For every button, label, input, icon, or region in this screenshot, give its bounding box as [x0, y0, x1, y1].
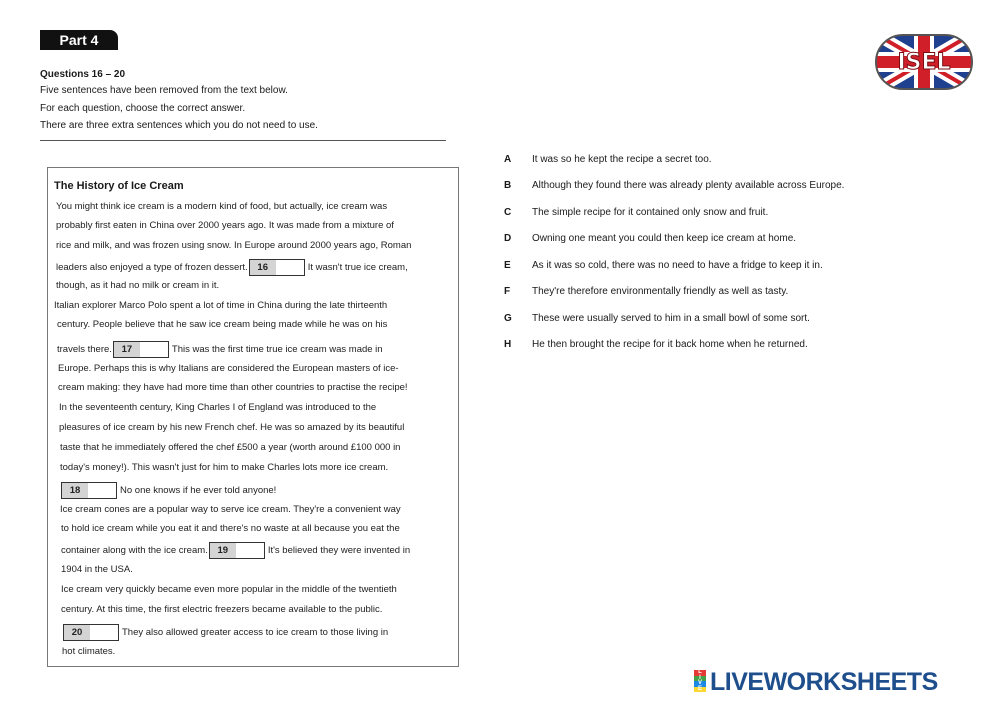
story-line — [60, 482, 276, 499]
isel-logo — [874, 33, 974, 91]
story-line — [56, 201, 387, 212]
option-letter: H — [504, 339, 512, 350]
gap-number: 18 — [62, 483, 88, 498]
story-text-segment: today's money!). This wasn't just for him to make Charles lots more ice cream. — [60, 462, 389, 473]
story-title: The History of Ice Cream — [54, 180, 184, 192]
story-text-segment: pleasures of ice cream by his new French chef. He was so amazed by its beautiful — [59, 422, 405, 433]
story-line — [61, 523, 400, 534]
story-line — [56, 259, 408, 276]
icon-letter: V — [694, 681, 706, 687]
story-text-segment: In the seventeenth century, King Charles I of England was introduced to the — [59, 402, 377, 413]
option-text: The simple recipe for it contained only snow and fruit. — [532, 207, 769, 218]
story-line — [61, 564, 133, 575]
answer-gap-16[interactable] — [249, 259, 305, 276]
story-text-segment: travels there. — [57, 344, 112, 356]
story-line — [60, 462, 388, 473]
story-line — [61, 584, 397, 595]
option-letter: B — [504, 180, 512, 191]
story-text-segment: They also allowed greater access to ice cream to those living in — [122, 627, 389, 639]
instruction-line: Five sentences have been removed from the text below. — [40, 85, 288, 96]
story-text-segment: probably first eaten in China over 2000 years ago. It was made from a mixture of — [56, 220, 394, 231]
story-line — [60, 504, 401, 515]
isel-logo-text: ISEL — [897, 50, 951, 75]
option-letter: C — [504, 207, 512, 218]
answer-gap-19[interactable] — [209, 542, 265, 559]
story-text-segment: Ice cream cones are a popular way to serve ice cream. They're a convenient way — [60, 504, 401, 515]
story-text-segment: leaders also enjoyed a type of frozen dessert. — [56, 262, 248, 274]
option-letter: A — [504, 154, 512, 165]
instruction-line: For each question, choose the correct answer. — [40, 103, 246, 114]
story-line — [61, 542, 410, 559]
option-text: These were usually served to him in a small bowl of some sort. — [532, 313, 810, 324]
story-text-segment: This was the first time true ice cream was made in — [171, 344, 383, 356]
story-text-segment: It's believed they were invented in — [267, 545, 411, 557]
icon-letter: I — [694, 676, 706, 682]
story-text-segment: Ice cream very quickly became even more popular in the middle of the twentieth — [61, 584, 397, 595]
story-text-segment: 1904 in the USA. — [61, 564, 133, 575]
questions-label: Questions 16 – 20 — [40, 69, 126, 80]
answer-gap-17[interactable] — [113, 341, 169, 358]
story-line — [62, 646, 115, 657]
story-text-segment: hot climates. — [62, 646, 116, 657]
liveworksheets-brand: LIVEWORKSHEETS — [710, 668, 938, 696]
icon-letter: L — [694, 670, 706, 676]
option-letter: E — [504, 260, 511, 271]
story-line — [56, 280, 219, 291]
story-text-segment: You might think ice cream is a modern kind of food, but actually, ice cream was — [56, 201, 388, 212]
liveworksheets-icon — [694, 670, 706, 692]
gap-number: 17 — [114, 342, 140, 357]
gap-number: 16 — [250, 260, 276, 275]
story-text-segment: Italian explorer Marco Polo spent a lot of time in China during the late thirteenth — [54, 300, 388, 311]
answer-gap-20[interactable] — [63, 624, 119, 641]
gap-number: 20 — [64, 625, 90, 640]
story-line — [60, 442, 400, 453]
story-text-segment: though, as it had no milk or cream in it. — [56, 280, 220, 291]
option-letter: G — [504, 313, 512, 324]
divider — [40, 140, 446, 141]
story-line — [59, 402, 376, 413]
story-text-segment: cream making: they have had more time than other countries to practise the recipe! — [58, 382, 408, 393]
instruction-line: There are three extra sentences which you do not need to use. — [40, 120, 318, 131]
story-line — [57, 319, 387, 330]
story-text-segment: container along with the ice cream. — [61, 545, 208, 557]
story-line — [56, 240, 411, 251]
option-text: As it was so cold, there was no need to have a fridge to keep it in. — [532, 260, 823, 271]
story-line — [61, 604, 382, 615]
answer-gap-18[interactable] — [61, 482, 117, 499]
story-line — [59, 422, 404, 433]
story-line — [62, 624, 388, 641]
story-line — [58, 363, 399, 374]
story-text-segment: Europe. Perhaps this is why Italians are considered the European masters of ice- — [58, 363, 399, 374]
option-text: They're therefore environmentally friendly as well as tasty. — [532, 286, 789, 297]
story-text-segment: No one knows if he ever told anyone! — [120, 485, 277, 497]
icon-letter: E — [694, 687, 706, 693]
story-text-segment: to hold ice cream while you eat it and there's no waste at all because you eat the — [61, 523, 400, 534]
story-line — [54, 300, 387, 311]
option-letter: D — [504, 233, 512, 244]
story-text-segment: rice and milk, and was frozen using snow. In Europe around 2000 years ago, Roman — [56, 240, 412, 251]
story-text-segment: century. At this time, the first electric freezers became available to the public. — [61, 604, 383, 615]
story-text-segment: taste that he immediately offered the chef £500 a year (worth around £100 000 in — [60, 442, 401, 453]
option-text: It was so he kept the recipe a secret too. — [532, 154, 712, 165]
story-text-segment: It wasn't true ice cream, — [307, 262, 408, 274]
option-text: He then brought the recipe for it back home when he returned. — [532, 339, 808, 350]
gap-number: 19 — [210, 543, 236, 558]
option-letter: F — [504, 286, 511, 297]
option-text: Although they found there was already plenty available across Europe. — [532, 180, 845, 191]
story-line — [58, 382, 408, 393]
story-line — [56, 220, 394, 231]
story-line — [57, 341, 383, 358]
option-text: Owning one meant you could then keep ice cream at home. — [532, 233, 797, 244]
part-label: Part 4 — [40, 30, 118, 50]
story-text-segment: century. People believe that he saw ice cream being made while he was on his — [57, 319, 388, 330]
